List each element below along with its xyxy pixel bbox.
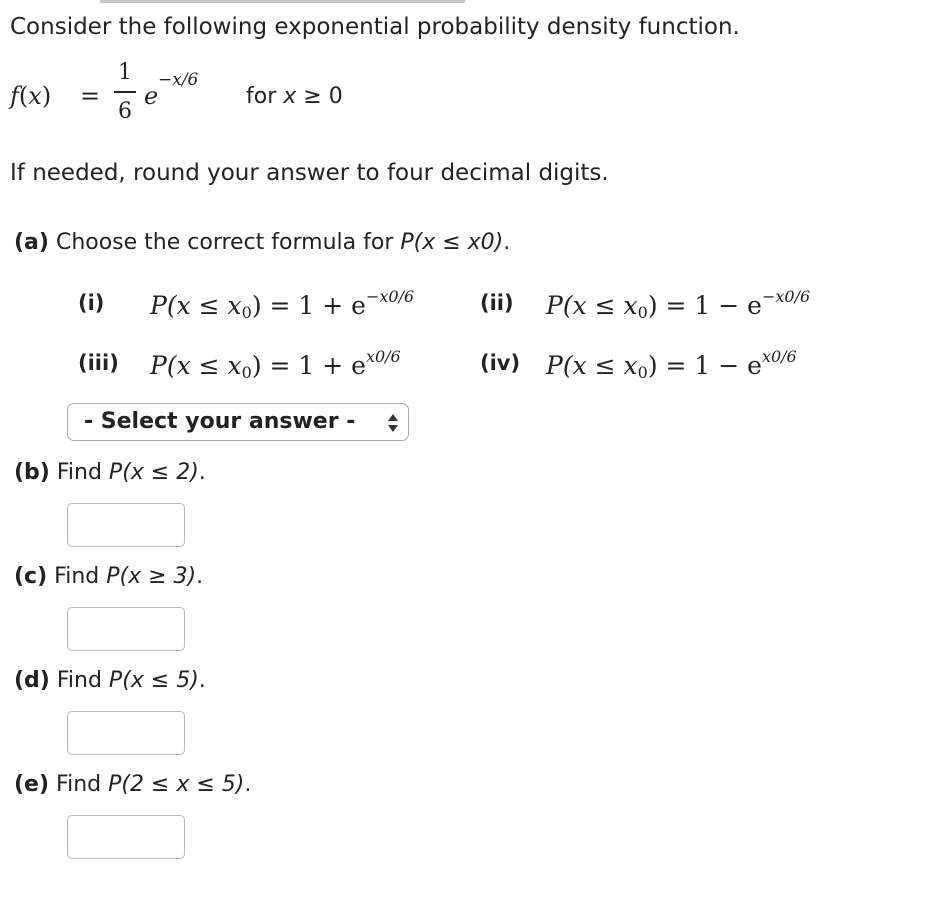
- option-iii-rhs: ) = 1 + e: [251, 351, 366, 380]
- formula-base: e: [144, 82, 159, 110]
- question-b-text: Find: [49, 460, 109, 485]
- formula-exponent: −x/6: [158, 70, 199, 90]
- question-c-tag: (c): [14, 564, 48, 589]
- option-iv-subscript: 0: [637, 363, 648, 382]
- option-i-rhs: ) = 1 + e: [251, 291, 366, 320]
- question-a: [14, 230, 510, 255]
- question-b-period: .: [198, 460, 206, 485]
- question-c: [14, 564, 203, 589]
- question-e-text: Find: [49, 772, 109, 797]
- option-i-exponent: −x0/6: [365, 287, 415, 306]
- option-iv-lhs: P(x ≤ x: [546, 351, 638, 380]
- question-b-tag: (b): [14, 460, 50, 485]
- select-label: - Select your answer -: [84, 409, 356, 434]
- option-iv-rhs: ) = 1 − e: [647, 351, 762, 380]
- question-e-tag: (e): [14, 772, 50, 797]
- question-d-math: P(x ≤ 5): [108, 668, 199, 693]
- option-ii-rhs: ) = 1 − e: [647, 291, 762, 320]
- option-iii-exponent: x0/6: [365, 347, 401, 366]
- question-c-period: .: [196, 564, 204, 589]
- option-iii-lhs: P(x ≤ x: [150, 351, 242, 380]
- answer-input-e[interactable]: [67, 815, 185, 859]
- option-i-subscript: 0: [241, 303, 252, 322]
- question-b-math: P(x ≤ 2): [108, 460, 199, 485]
- option-i-formula: [150, 287, 414, 322]
- question-d-text: Find: [49, 668, 109, 693]
- option-ii-lhs: P(x ≤ x: [546, 291, 638, 320]
- formula-x: x: [28, 82, 42, 110]
- question-e-period: .: [244, 772, 252, 797]
- question-a-tag: (a): [14, 230, 49, 255]
- question-c-math: P(x ≥ 3): [106, 564, 197, 589]
- question-e: [14, 772, 251, 797]
- answer-select-dropdown[interactable]: [67, 403, 409, 441]
- question-a-math: P(x ≤ x0): [400, 230, 504, 255]
- fraction-denominator: 6: [118, 98, 132, 124]
- question-b: [14, 460, 206, 485]
- answer-input-b[interactable]: [67, 503, 185, 547]
- formula-lhs: [10, 82, 51, 110]
- option-i-lhs: P(x ≤ x: [150, 291, 242, 320]
- up-down-arrows-icon: [388, 414, 398, 432]
- formula-close-paren: ): [41, 82, 52, 110]
- option-ii-formula: [546, 287, 810, 322]
- question-a-period: .: [503, 230, 511, 255]
- domain-suffix: ≥ 0: [296, 84, 343, 109]
- formula-open-paren: (: [18, 82, 29, 110]
- option-iii-subscript: 0: [241, 363, 252, 382]
- formula-equals: =: [80, 82, 101, 110]
- option-iv-exponent: x0/6: [761, 347, 797, 366]
- answer-input-d[interactable]: [67, 711, 185, 755]
- option-ii-tag: (ii): [480, 291, 514, 315]
- option-i-tag: (i): [78, 291, 105, 315]
- option-iv-formula: [546, 347, 797, 382]
- formula-domain: [246, 84, 343, 109]
- formula-fraction: [114, 58, 136, 127]
- fraction-numerator: 1: [118, 60, 132, 85]
- question-a-text: Choose the correct formula for: [48, 230, 401, 255]
- option-iii-formula: [150, 347, 401, 382]
- formula-f: f: [10, 82, 19, 110]
- domain-variable: x: [283, 84, 297, 109]
- option-iv-tag: (iv): [480, 351, 521, 375]
- question-d: [14, 668, 206, 693]
- question-e-math: P(2 ≤ x ≤ 5): [108, 772, 245, 797]
- rounding-note: If needed, round your answer to four decimal digits.: [10, 160, 609, 186]
- top-divider: [100, 0, 465, 3]
- domain-prefix: for: [246, 84, 284, 109]
- option-ii-exponent: −x0/6: [761, 287, 811, 306]
- question-d-period: .: [198, 668, 206, 693]
- question-d-tag: (d): [14, 668, 50, 693]
- answer-input-c[interactable]: [67, 607, 185, 651]
- intro-text: Consider the following exponential probability density function.: [10, 14, 740, 40]
- fraction-bar: [114, 91, 136, 93]
- option-ii-subscript: 0: [637, 303, 648, 322]
- question-c-text: Find: [47, 564, 107, 589]
- option-iii-tag: (iii): [78, 351, 119, 375]
